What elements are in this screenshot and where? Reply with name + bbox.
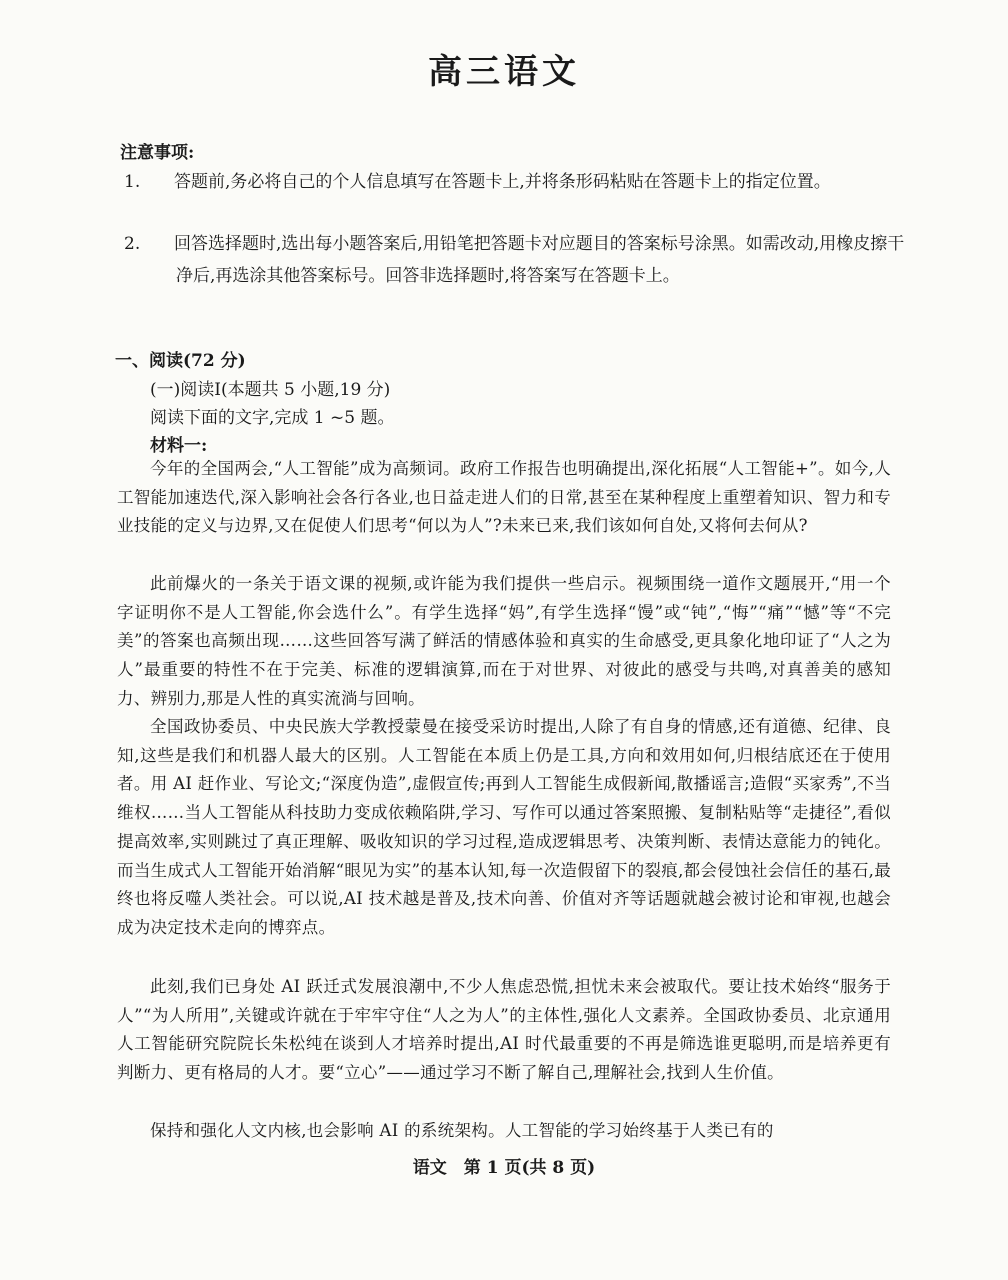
body-paragraph: 此前爆火的一条关于语文课的视频,或许能为我们提供一些启示。视频围绕一道作文题展开,“用一个字证明你不是人工智能,你会选什么”。有学生选择“妈”,有学生选择“馒”或“钝”,“悔”“痛”“憾”等“不完美”的答案也高频出现……这些回答写满了鲜活的情感体验和真实的生命感受,更具象化地印证了“人之为人”最重要的特性不在于完美、标准的逻辑演算,而在于对世界、对彼此的感受与共鸣,对真善美的感知力、辨别力,那是人性的真实流淌与回响。 [117,574,891,708]
body-paragraph: 全国政协委员、中央民族大学教授蒙曼在接受采访时提出,人除了有自身的情感,还有道德、纪律、良知,这些是我们和机器人最大的区别。人工智能在本质上仍是工具,方向和效用如何,归根结底还在于使用者。用 AI 赶作业、写论文;“深度伪造”,虚假宣传;再到人工智能生成假新闻,散播谣言;造假“买家秀”,不当维权……当人工智能从科技助力变成依赖陷阱,学习、写作可以通过答案照搬、复制粘贴等“走捷径”,看似提高效率,实则跳过了真正理解、吸收知识的学习过程,造成逻辑思考、决策判断、表情达意能力的钝化。而当生成式人工智能开始消解“眼见为实”的基本认知,每一次造假留下的裂痕,都会侵蚀社会信任的基石,最终也将反噬人类社会。可以说,AI 技术越是普及,技术向善、价值对齐等话题就越会被讨论和审视,也越会成为决定技术走向的博弈点。 [117,717,891,937]
notice-item [124,228,921,292]
subsection-heading: (一)阅读Ⅰ(本题共 5 小题,19 分) [150,380,391,400]
reading-instruction: 阅读下面的文字,完成 1 ~5 题。 [150,408,395,428]
notice-item-number: 2. [124,234,141,254]
notice-item-text: 答题前,务必将自己的个人信息填写在答题卡上,并将条形码粘贴在答题卡上的指定位置。 [174,172,831,192]
notice-heading: 注意事项: [120,143,195,163]
notice-item-text: 回答选择题时,选出每小题答案后,用铅笔把答题卡对应题目的答案标号涂黑。如需改动,用橡皮擦干净后,再选涂其他答案标号。回答非选择题时,将答案写在答题卡上。 [174,234,905,286]
section-heading: 一、阅读(72 分) [115,351,246,371]
notice-item-number: 1. [124,172,141,192]
body-paragraph: 保持和强化人文内核,也会影响 AI 的系统架构。人工智能的学习始终基于人类已有的 [150,1121,774,1140]
page-footer: 语文 第 1 页(共 8 页) [412,1158,596,1178]
page-title: 高三语文 [428,52,580,92]
material-label: 材料一: [150,436,208,456]
notice-item [124,166,921,198]
body-paragraph: 今年的全国两会,“人工智能”成为高频词。政府工作报告也明确提出,深化拓展“人工智能+”。如今,人工智能加速迭代,深入影响社会各行各业,也日益走进人们的日常,甚至在某种程度上重塑着知识、智力和专业技能的定义与边界,又在促使人们思考“何以为人”?未来已来,我们该如何自处,又将何去何从? [117,459,891,536]
body-paragraph: 此刻,我们已身处 AI 跃迁式发展浪潮中,不少人焦虑恐慌,担忧未来会被取代。要让技术始终“服务于人”“为人所用”,关键或许就在于牢牢守住“人之为人”的主体性,强化人文素养。全国政协委员、北京通用人工智能研究院院长朱松纯在谈到人才培养时提出,AI 时代最重要的不再是筛选谁更聪明,而是培养更有判断力、更有格局的人才。要“立心”——通过学习不断了解自己,理解社会,找到人生价值。 [117,977,891,1083]
